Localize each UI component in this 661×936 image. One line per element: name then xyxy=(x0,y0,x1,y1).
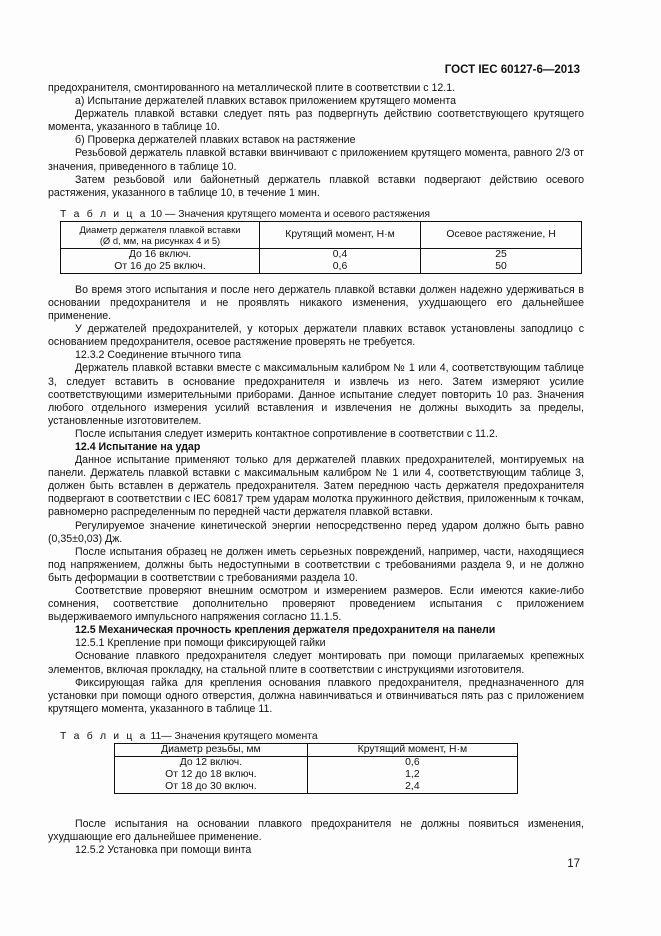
table11-cell-torque: 1,2 xyxy=(307,769,517,781)
table10-cell-tension: 50 xyxy=(421,261,582,274)
paragraph: б) Проверка держателей плавких вставок на растяжение xyxy=(75,134,356,147)
paragraph: Затем резьбовой или байонетный держатель плавкой вставки подвергают действию осевого растяжения, указанного в таблице 10, в течение 1 мин. xyxy=(48,173,584,199)
paragraph: После испытания следует измерить контактное сопротивление в соответствии с 11.2. xyxy=(75,427,498,440)
table10-header-tension: Осевое растяжение, Н xyxy=(421,221,582,248)
table10-cell-torque: 0,6 xyxy=(260,261,421,274)
table10-caption-text: 10 — Значения крутящего момента и осевого растяжения xyxy=(147,208,431,220)
paragraph: После испытания образец не должен иметь серьезных повреждений, например, части, находящиеся под напряжением, должны быть недоступными в соответствии с требованиями раздела 9, и не должно быть деформации в соответствии с требованиями раздела 10. xyxy=(48,545,584,584)
table11-caption-prefix: Т а б л и ц а xyxy=(60,730,148,742)
paragraph: Основание плавкого предохранителя следует монтировать при помощи прилагаемых крепежных элементов, включая прокладку, на стальной плите в соответствии с инструкциями изготовителя. xyxy=(48,650,584,676)
page-content xyxy=(48,82,584,857)
paragraph: Регулируемое значение кинетической энергии непосредственно перед ударом должно быть равно (0,35±0,03) Дж. xyxy=(48,519,584,545)
paragraph: После испытания на основании плавкого предохранителя не должны появиться изменения, ухудшающие его дальнейшее применение. xyxy=(48,817,584,844)
paragraph: Резьбовой держатель плавкой вставки ввинчивают с приложением крутящего момента, равного 2/3 от значения, приведенного в таблице 10. xyxy=(48,147,584,173)
table10-header-diameter xyxy=(61,221,260,248)
paragraph: Держатель плавкой вставки вместе с максимальным калибром № 1 или 4, соответствующим таблице 3, следует вставить в основание предохранителя и извлечь из него. Затем измеряют усилие соответствующими измерительными приборами. Данное испытание следует повторить 10 раз. Значения любого отдельного измерения усилий вставления и извлечения не должны выходить за пределы, установленные изготовителем. xyxy=(48,362,584,427)
paragraph: Данное испытание применяют только для держателей плавких предохранителей, монтируемых на панели. Держатель плавкой вставки с максимальным калибром № 1 или 4, соответствующим таблице 3, должен быть вставлен в держатель предохранителя. Затем переднюю часть держателя предохранителя подвергают в соответствии с IEC 60817 трем ударам молотка пружинного действия, приложенным к точкам, равномерно распределенным по передней части держателя плавкой вставки. xyxy=(48,454,584,519)
table-10 xyxy=(60,221,582,274)
table11-cell-diameter: От 12 до 18 включ. xyxy=(115,769,308,781)
table-row xyxy=(115,756,518,769)
table10-caption xyxy=(48,208,584,221)
table10-caption-prefix: Т а б л и ц а xyxy=(60,208,148,220)
table10-header-diameter-line2: (Ø d, мм, на рисунках 4 и 5) xyxy=(99,234,221,246)
table11-cell-torque: 0,6 xyxy=(307,756,517,769)
table11-header-torque: Крутящий момент, Н·м xyxy=(307,743,517,756)
paragraph: а) Испытание держателей плавких вставок приложением крутящего момента xyxy=(75,95,456,108)
table11-cell-torque: 2,4 xyxy=(307,781,517,794)
table11-caption-text: 11— Значения крутящего момента xyxy=(147,730,318,742)
paragraph: Соответствие проверяют внешним осмотром и измерением размеров. Если имеются какие-либо сомнения, соответствие дополнительно проверяют проведением испытания с приложением выдерживаемого импульсного напряжения согласно 11.1.5. xyxy=(48,585,584,624)
paragraph: 12.5 Механическая прочность крепления держателя предохранителя на панели xyxy=(75,624,496,637)
table-row xyxy=(115,769,518,781)
table10-cell-diameter: До 16 включ. xyxy=(61,248,260,261)
table11-header-diameter: Диаметр резьбы, мм xyxy=(115,743,308,756)
table10-cell-diameter: От 16 до 25 включ. xyxy=(61,261,260,274)
top-paragraphs xyxy=(48,82,584,200)
standard-header: ГОСТ IEC 60127-6—2013 xyxy=(444,64,580,76)
paragraph: Держатель плавкой вставки следует пять раз подвергнуть действию соответствующего крутящего момента, указанного в таблице 10. xyxy=(48,108,584,134)
table11-cell-diameter: От 18 до 30 включ. xyxy=(115,781,308,794)
paragraph: У держателей предохранителей, у которых держатели плавких вставок установлены заподлицо с основанием предохранителя, осевое растяжение проверять не требуется. xyxy=(48,323,584,349)
table-11 xyxy=(114,743,518,794)
table10-cell-tension: 25 xyxy=(421,248,582,261)
middle-paragraphs xyxy=(48,284,584,716)
paragraph: 12.3.2 Соединение втычного типа xyxy=(75,349,242,362)
page-number: 17 xyxy=(567,858,580,870)
table10-header-torque: Крутящий момент, Н·м xyxy=(260,221,421,248)
table11-cell-diameter: До 12 включ. xyxy=(115,756,308,769)
table-row xyxy=(61,248,582,261)
paragraph: 12.5.1 Крепление при помощи фиксирующей гайки xyxy=(75,637,326,650)
table11-caption xyxy=(48,730,584,743)
table-row xyxy=(115,781,518,794)
paragraph: 12.4 Испытание на удар xyxy=(75,440,201,453)
table10-header-diameter-line1: Диаметр держателя плавкой вставки xyxy=(79,223,241,235)
table-row xyxy=(61,261,582,274)
table10-cell-torque: 0,4 xyxy=(260,248,421,261)
bottom-paragraphs xyxy=(48,818,584,857)
paragraph: Фиксирующая гайка для крепления основания плавкого предохранителя, предназначенного для установки при помощи одного отверстия, должна навинчиваться и отвинчиваться пять раз с приложением крутящего момента, указанного в таблице 11. xyxy=(48,676,584,715)
paragraph: Во время этого испытания и после него держатель плавкой вставки должен надежно удерживаться в основании предохранителя и не проявлять никакого изменения, ухудшающего его дальнейшее применение. xyxy=(48,283,584,323)
paragraph: 12.5.2 Установка при помощи винта xyxy=(75,844,252,857)
paragraph: предохранителя, смонтированного на металлической плите в соответствии с 12.1. xyxy=(48,82,456,94)
